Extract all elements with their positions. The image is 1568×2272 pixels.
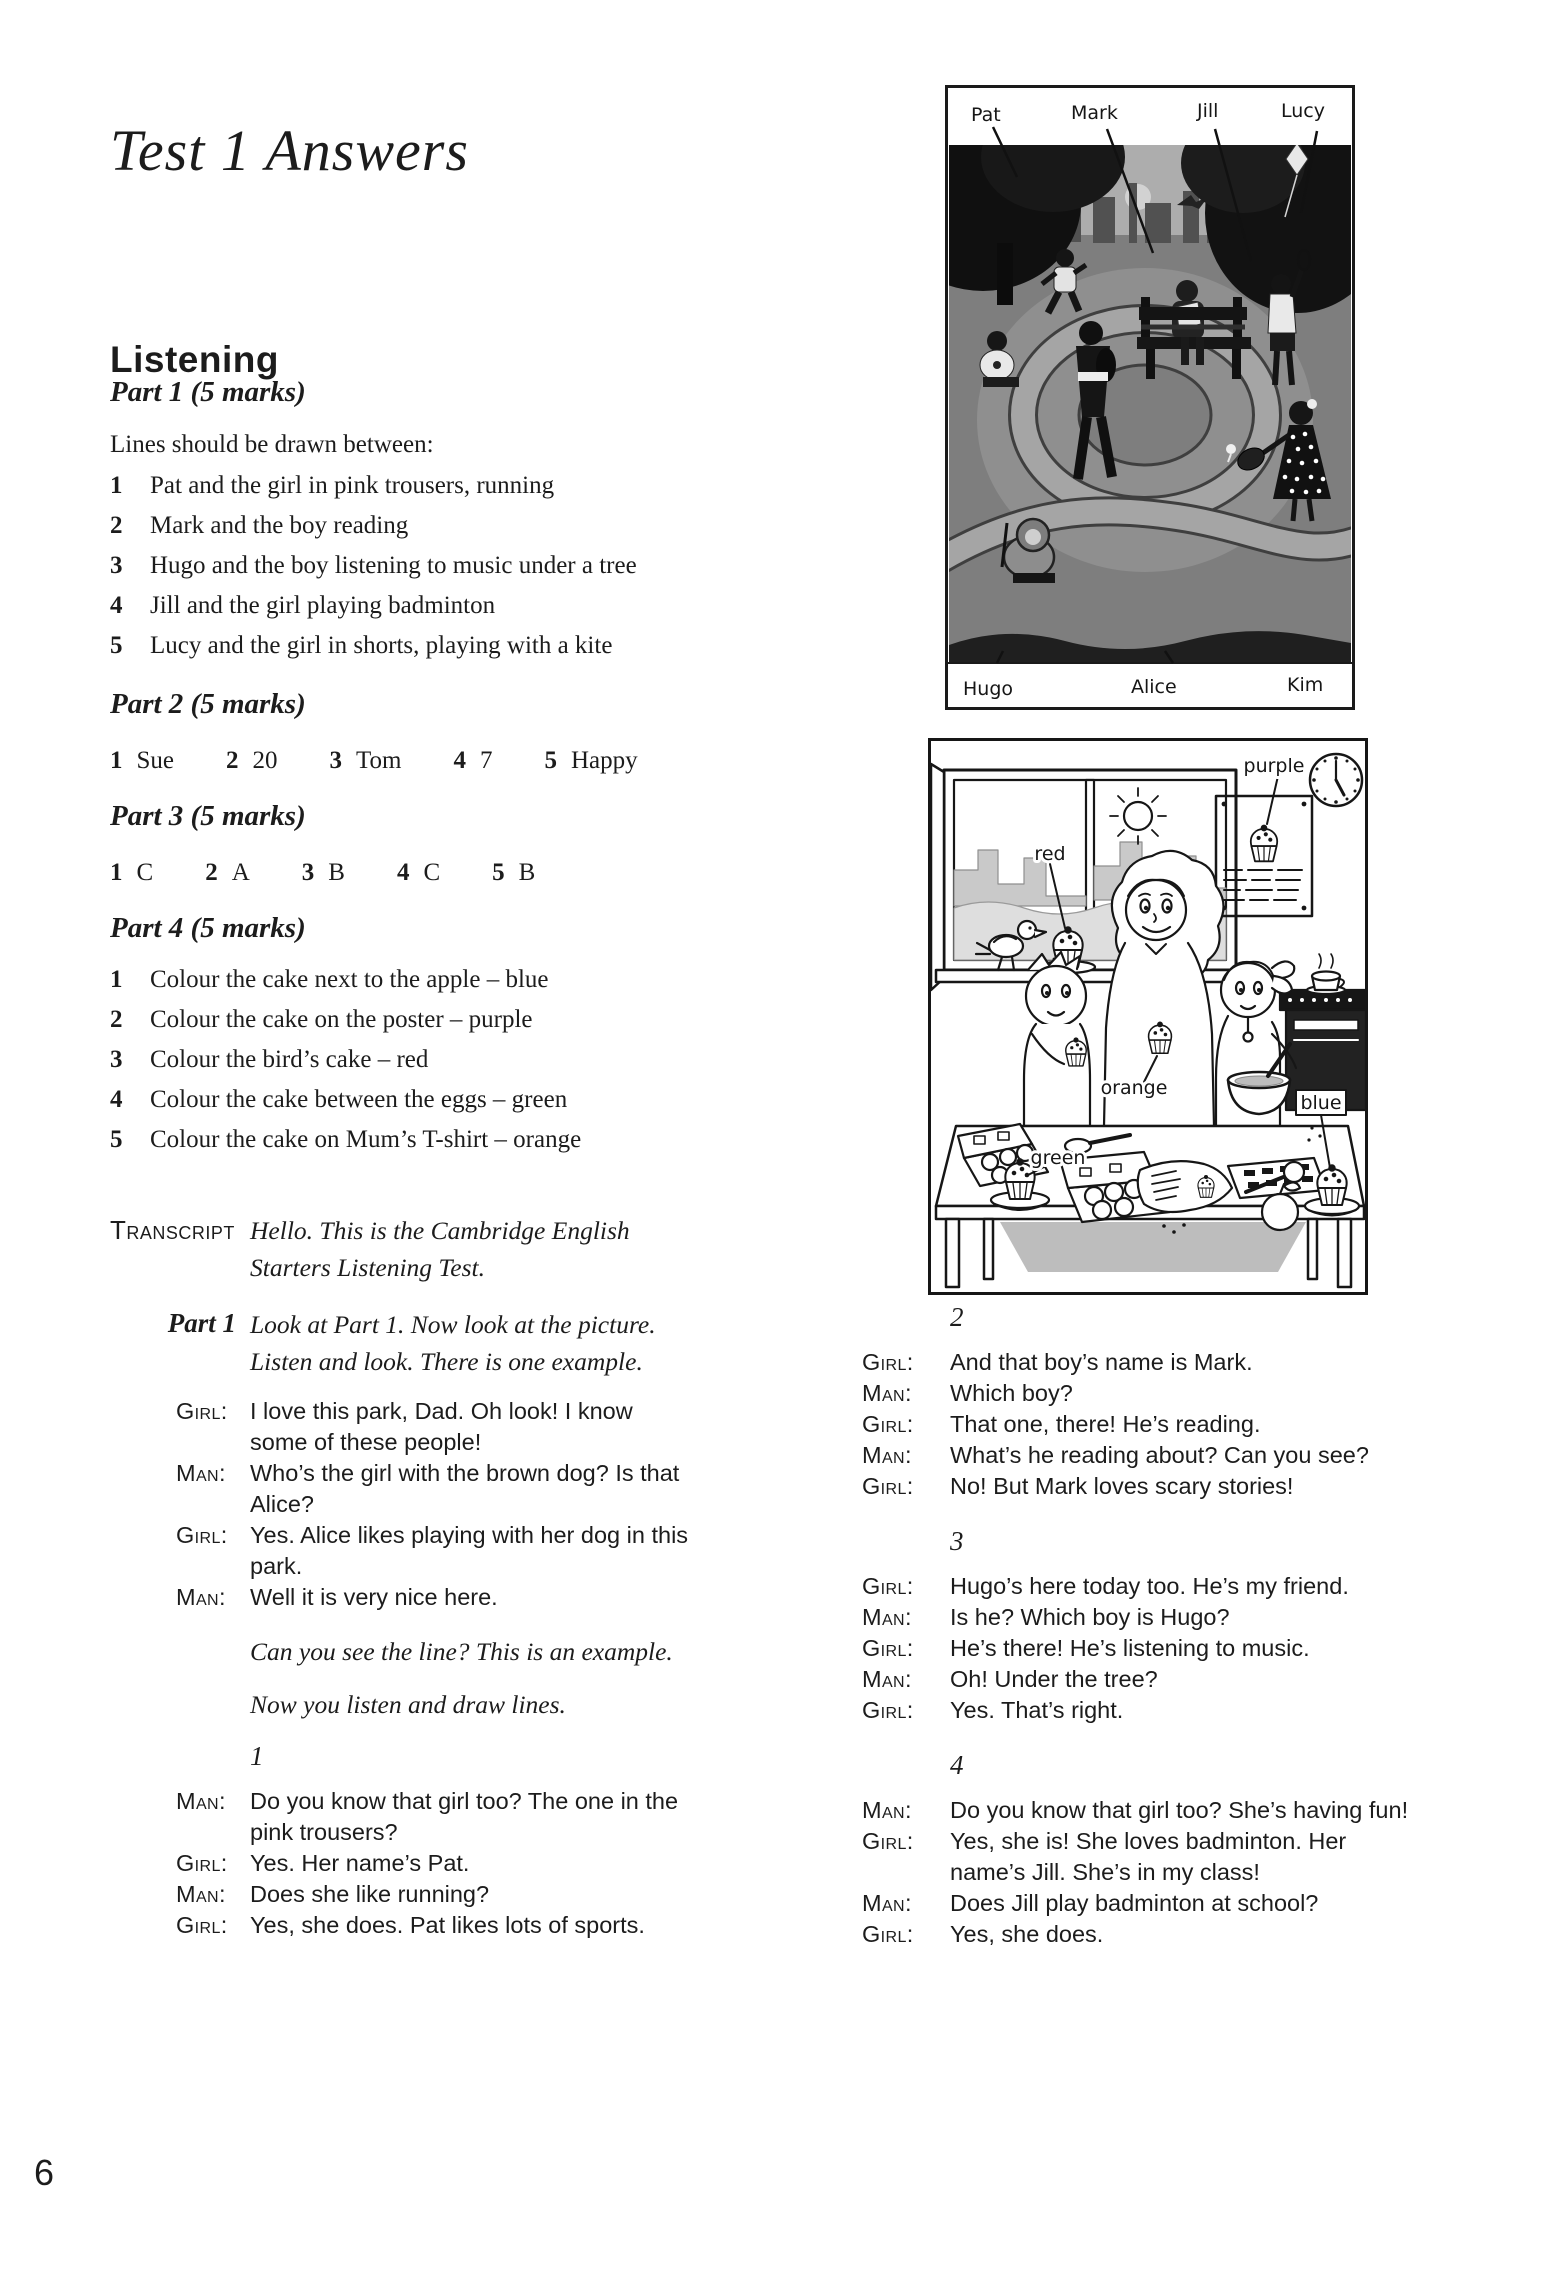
speaker-text: Do you know that girl too? The one in the pink trousers? xyxy=(250,1788,679,1845)
answer-list-item xyxy=(110,1000,710,1040)
speaker-text: Do you know that girl too? She’s having fun! xyxy=(950,1797,1409,1823)
dialogue-line xyxy=(110,1582,730,1613)
speaker-text: Oh! Under the tree? xyxy=(950,1666,1158,1692)
dialogue-line xyxy=(862,1664,1442,1695)
dialogue-line xyxy=(862,1571,1442,1602)
part2-answers xyxy=(110,746,690,776)
dialogue-line xyxy=(862,1409,1442,1440)
speaker-label: Man: xyxy=(176,1881,226,1907)
label-pat: Pat xyxy=(971,104,1001,126)
example-dialogue xyxy=(110,1396,730,1613)
speaker-text: What’s he reading about? Can you see? xyxy=(950,1442,1369,1468)
speaker-label: Girl: xyxy=(862,1635,914,1661)
example-note: Can you see the line? This is an example. xyxy=(250,1637,673,1666)
speaker-text: Yes, she is! She loves badminton. Her name’s Jill. She’s in my class! xyxy=(950,1828,1347,1885)
label-blue: blue xyxy=(1300,1092,1342,1114)
speaker-label: Man: xyxy=(176,1584,226,1610)
answer-value: 7 xyxy=(479,747,493,774)
section-number: 2 xyxy=(950,1302,964,1332)
answer-number: 5 xyxy=(110,632,123,659)
label-purple: purple xyxy=(1243,755,1305,777)
answer-number: 5 xyxy=(492,859,505,886)
answer-text: Lucy and the girl in shorts, playing with a kite xyxy=(150,632,613,659)
dialogue-line xyxy=(862,1471,1442,1502)
dialogue-line xyxy=(110,1879,730,1910)
answer-value: Tom xyxy=(356,747,402,774)
answer-number: 4 xyxy=(453,747,466,774)
answer-pair xyxy=(330,746,402,776)
answer-value: B xyxy=(328,859,345,886)
answer-number: 2 xyxy=(110,1006,123,1033)
answer-pair xyxy=(492,858,535,888)
part4-answer-list xyxy=(110,960,710,1160)
speaker-text: Hugo’s here today too. He’s my friend. xyxy=(950,1573,1349,1599)
answer-text: Mark and the boy reading xyxy=(150,512,409,539)
speaker-label: Man: xyxy=(862,1666,912,1692)
page-title: Test 1 Answers xyxy=(110,117,469,183)
kitchen-illustration xyxy=(928,738,1368,1295)
answer-list-item xyxy=(110,960,710,1000)
clock-icon xyxy=(1310,754,1362,806)
answer-pair xyxy=(110,858,153,888)
speaker-label: Man: xyxy=(862,1442,912,1468)
speaker-text: No! But Mark loves scary stories! xyxy=(950,1473,1294,1499)
answer-text: Colour the bird’s cake – red xyxy=(150,1046,429,1073)
answer-text: Hugo and the boy listening to music under a tree xyxy=(150,552,637,579)
speaker-text: Does she like running? xyxy=(250,1881,490,1907)
dialogue-line xyxy=(110,1786,730,1848)
dialogue-section-2 xyxy=(862,1302,1442,1502)
speaker-text: Does Jill play badminton at school? xyxy=(950,1890,1319,1916)
answer-list-item xyxy=(110,586,710,626)
speaker-label: Girl: xyxy=(862,1921,914,1947)
section-number: 4 xyxy=(950,1750,964,1780)
dialogue-line xyxy=(110,1396,730,1458)
dialogue-line xyxy=(862,1919,1442,1950)
answer-value: 20 xyxy=(252,747,278,774)
answer-number: 3 xyxy=(110,552,123,579)
answer-list-item xyxy=(110,466,710,506)
answer-value: A xyxy=(231,859,250,886)
park-scene xyxy=(945,102,1355,663)
answer-pair xyxy=(544,746,637,776)
answer-pair xyxy=(397,858,440,888)
answer-list-item xyxy=(110,1120,710,1160)
dialogue-line xyxy=(110,1910,730,1941)
speaker-label: Man: xyxy=(862,1604,912,1630)
listen-note: Now you listen and draw lines. xyxy=(250,1690,566,1719)
speaker-label: Man: xyxy=(176,1788,226,1814)
park-illustration xyxy=(945,85,1355,710)
answer-list-item xyxy=(110,626,710,666)
speaker-label: Man: xyxy=(862,1890,912,1916)
dialogue-line xyxy=(862,1440,1442,1471)
speaker-label: Girl: xyxy=(176,1522,228,1548)
answer-number: 5 xyxy=(110,1126,123,1153)
speaker-text: Yes. That’s right. xyxy=(950,1697,1124,1723)
part3-heading: Part 3 (5 marks) xyxy=(110,800,306,832)
transcript-right-column xyxy=(862,1302,1442,1950)
answer-number: 3 xyxy=(329,747,342,774)
speaker-label: Girl: xyxy=(176,1398,228,1424)
answer-text: Jill and the girl playing badminton xyxy=(150,592,496,619)
speaker-text: I love this park, Dad. Oh look! I know some of these people! xyxy=(250,1398,633,1455)
answer-number: 1 xyxy=(110,472,123,499)
dialogue-section-3 xyxy=(862,1526,1442,1726)
speaker-text: Yes, she does. Pat likes lots of sports. xyxy=(250,1912,645,1938)
dialogue-line xyxy=(862,1795,1442,1826)
answer-value: C xyxy=(423,859,441,886)
speaker-text: Which boy? xyxy=(950,1380,1073,1406)
answer-pair xyxy=(302,858,345,888)
label-jill: Jill xyxy=(1197,100,1219,122)
label-lucy: Lucy xyxy=(1281,100,1325,122)
answer-number: 5 xyxy=(544,747,557,774)
answer-list-item xyxy=(110,1080,710,1120)
speaker-text: Well it is very nice here. xyxy=(250,1584,498,1610)
answer-pair xyxy=(205,858,250,888)
answer-pair xyxy=(453,746,492,776)
speaker-text: That one, there! He’s reading. xyxy=(950,1411,1261,1437)
dialogue-line xyxy=(862,1695,1442,1726)
dialogue-line xyxy=(862,1378,1442,1409)
dialogue-line xyxy=(862,1602,1442,1633)
speaker-text: Yes. Alice likes playing with her dog in this park. xyxy=(250,1522,689,1579)
speaker-label: Girl: xyxy=(862,1573,914,1599)
boy-figure xyxy=(1024,952,1090,1126)
answer-number: 4 xyxy=(110,1086,123,1113)
speaker-label: Girl: xyxy=(862,1349,914,1375)
answer-number: 1 xyxy=(110,859,123,886)
transcript-intro: Hello. This is the Cambridge English Starters Listening Test. xyxy=(250,1216,630,1282)
label-alice: Alice xyxy=(1131,676,1177,698)
transcript-part1-intro: Look at Part 1. Now look at the picture. Listen and look. There is one example. xyxy=(250,1310,656,1376)
answer-text: Colour the cake between the eggs – green xyxy=(150,1086,568,1113)
dialogue-section-4 xyxy=(862,1750,1442,1950)
speaker-label: Girl: xyxy=(862,1828,914,1854)
dialogue-line xyxy=(110,1848,730,1879)
speaker-label: Girl: xyxy=(862,1411,914,1437)
part1-heading: Part 1 (5 marks) xyxy=(110,376,306,408)
part4-heading: Part 4 (5 marks) xyxy=(110,912,306,944)
answer-number: 3 xyxy=(301,859,315,886)
answer-value: Happy xyxy=(570,747,638,774)
answer-text: Pat and the girl in pink trousers, running xyxy=(150,472,555,499)
answer-list-item xyxy=(110,546,710,586)
speaker-label: Girl: xyxy=(862,1473,914,1499)
answer-value: Sue xyxy=(136,747,174,774)
answer-text: Colour the cake on the poster – purple xyxy=(150,1006,533,1033)
speaker-label: Man: xyxy=(862,1380,912,1406)
transcript-block xyxy=(110,1212,730,1941)
speaker-text: Is he? Which boy is Hugo? xyxy=(950,1604,1230,1630)
label-hugo: Hugo xyxy=(963,678,1014,700)
speaker-label: Man: xyxy=(176,1460,226,1486)
answer-pair xyxy=(226,746,278,776)
answer-value: B xyxy=(518,859,536,886)
speaker-label: Girl: xyxy=(176,1850,228,1876)
open-window-pane xyxy=(931,764,944,990)
speaker-text: He’s there! He’s listening to music. xyxy=(950,1635,1310,1661)
page-number: 6 xyxy=(34,2152,55,2193)
dialogue-line xyxy=(862,1347,1442,1378)
answer-text: Colour the cake on Mum’s T-shirt – orange xyxy=(150,1126,582,1153)
speaker-label: Girl: xyxy=(176,1912,228,1938)
part3-answers xyxy=(110,858,587,888)
part1-intro: Lines should be drawn between: xyxy=(110,431,434,458)
answer-pair xyxy=(110,746,174,776)
dialogue-line xyxy=(862,1633,1442,1664)
dialogue-section-1 xyxy=(110,1741,730,1941)
label-kim: Kim xyxy=(1287,674,1324,696)
dialogue-line xyxy=(110,1520,730,1582)
answer-list-item xyxy=(110,1040,710,1080)
speaker-label: Girl: xyxy=(862,1697,914,1723)
label-orange: orange xyxy=(1100,1077,1168,1099)
answer-number: 2 xyxy=(110,512,123,539)
section-heading-listening: Listening xyxy=(110,338,279,380)
part2-heading: Part 2 (5 marks) xyxy=(110,688,306,720)
answer-value: C xyxy=(136,859,154,886)
part1-answer-list xyxy=(110,466,710,666)
transcript-label: Transcript xyxy=(110,1215,235,1245)
dialogue-line xyxy=(110,1458,730,1520)
answer-number: 4 xyxy=(396,859,410,886)
answer-number: 2 xyxy=(226,747,239,774)
speaker-text: Who’s the girl with the brown dog? Is that Alice? xyxy=(250,1460,680,1517)
section-number: 1 xyxy=(250,1741,264,1771)
answer-number: 1 xyxy=(110,966,123,993)
label-mark: Mark xyxy=(1071,102,1118,124)
answer-number: 1 xyxy=(110,747,123,774)
answer-number: 3 xyxy=(110,1046,123,1073)
speaker-label: Man: xyxy=(862,1797,912,1823)
speaker-text: Yes. Her name’s Pat. xyxy=(250,1850,470,1876)
label-red: red xyxy=(1034,843,1066,865)
answer-list-item xyxy=(110,506,710,546)
dialogue-line xyxy=(862,1826,1442,1888)
speaker-text: And that boy’s name is Mark. xyxy=(950,1349,1253,1375)
label-green: green xyxy=(1030,1147,1086,1169)
transcript-part1-label: Part 1 xyxy=(167,1308,236,1338)
dialogue-line xyxy=(862,1888,1442,1919)
speaker-text: Yes, she does. xyxy=(950,1921,1104,1947)
answer-text: Colour the cake next to the apple – blue xyxy=(150,966,549,993)
answer-number: 4 xyxy=(110,592,123,619)
answer-number: 2 xyxy=(205,859,218,886)
section-number: 3 xyxy=(950,1526,964,1556)
